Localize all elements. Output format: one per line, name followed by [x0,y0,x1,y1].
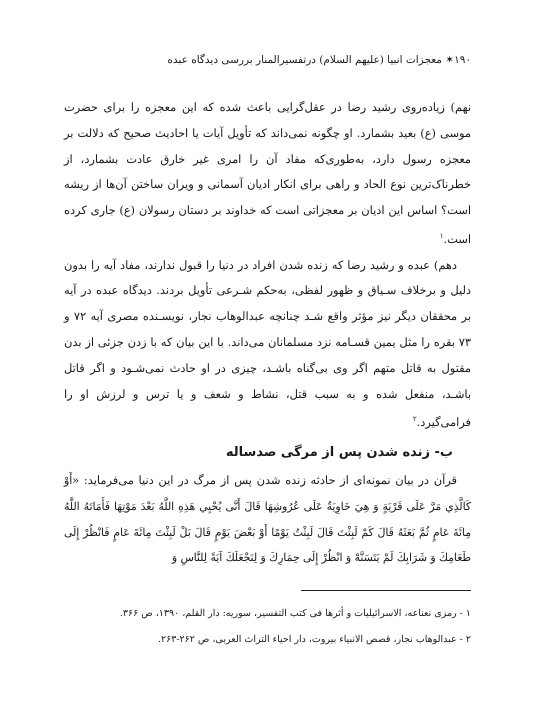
section-intro-text: قرآن در بیان نمونه‌ای از حادثه زنده شدن پس از مرگ در این دنیا می‌فرماید: « [72,472,457,487]
section-paragraph [64,468,471,571]
paragraph-ninth-text: نهم) زیاده‌روی رشید رضا در عقل‌گرایی باعث شده که این معجزه را برای حضرت موسی (ع) بعید بشمارد. او چگونه نمی‌داند که تأویل آیات یا احادیث صحیح که دلالت بر معجزه رسول دارد، به‌طوری‌که مفاد آن را امری غیر خارق عادت بشمارد، از خطرناک‌ترین نوع الحاد و راهی برای انکار ادیان آسمانی و ویران ساختن آن‌ها از ریشه است؟ اساس این ادیان بر معجزاتی است که خداوند بر دستان رسولان (ع) جاری کرده است. [64,100,471,246]
page-number: ۱۹۰ [454,54,471,66]
body-text [64,95,471,571]
footnote-ref-2: ۲ [412,415,417,424]
running-title: معجزات انبیا (علیهم السلام) درتفسیرالمنار بررسی دیدگاه عبده [167,54,442,66]
section-heading: ب- زنده شدن پس از مرگی صدساله [225,444,453,460]
footnote-separator [301,590,471,591]
paragraph-tenth [64,253,471,436]
paragraph-ninth [64,95,471,253]
footnotes [51,601,471,653]
header-ornament: ✶ [445,54,455,66]
paragraph-tenth-text: دهم) عبده و رشید رضا که زنده شدن افراد در دنیا را قبول ندارند، مفاد آیه را بدون دلیل و برخلاف سـیاق و ظهور لفظی، به‌حکم شـرعی تأویل بردند. دیدگاه عبده در آیه بر محققان دیگر نیز مؤثر واقع شـد چنانچه عبدالوهاب نجار، نویسـنده مصری آیه ۷۲ و ۷۳ بقره را مثل یمین قسـامه نزد مسلمانان می‌داند. با این بیان که با زدن جزئی از بدن مقتول به قاتل متهم اگر وی بی‌گناه باشـد، چیزی در او حادث نمی‌شـود و اگر قاتل باشـد، منفعل شده و به سبب قتل، نشاط و شعف و یا ترس و لرزش او را فرامی‌گیرد. [64,257,471,430]
running-header [64,53,471,67]
footnote-1: ۱ - رمزی نعناعه، الاسرائیلیات و أثرها فی کتب التفسیر، سوریه: دار القلم، ۱۳۹۰، ص ۳۶۶. [119,608,471,619]
quran-verse: أَوْ كَالَّذِي مَرَّ عَلَى قَرْيَةٍ وَ هِيَ خَاوِيَةٌ عَلَى عُرُوشِهَا قَالَ أَنَّى يُحْيِي هَذِهِ اللَّهُ بَعْدَ مَوْتِهَا فَأَمَاتَهُ اللَّهُ مِائَةَ عَامٍ ثُمَّ بَعَثَهُ قَالَ كَمْ لَبِثْتَ قَالَ لَبِثْتُ يَوْمًا أَوْ بَعْضَ يَوْمٍ قَالَ بَلْ لَبِثْتَ مِائَةَ عَامٍ فَانْظُرْ إِلَى طَعَامِكَ وَ شَرَابِكَ لَمْ يَتَسَنَّهْ وَ انْظُرْ إِلَى حِمَارِكَ وَ لِنَجْعَلَكَ آيَةً لِلنَّاسِ وَ [64,473,471,565]
footnote-ref-1: ۱ [439,231,444,240]
footnote-2: ۲ - عبدالوهاب نجار، قصص الانبیاء بیروت، دار احیاء التراث العربی، ص ۲۶۲-۲۶۳. [157,634,471,645]
